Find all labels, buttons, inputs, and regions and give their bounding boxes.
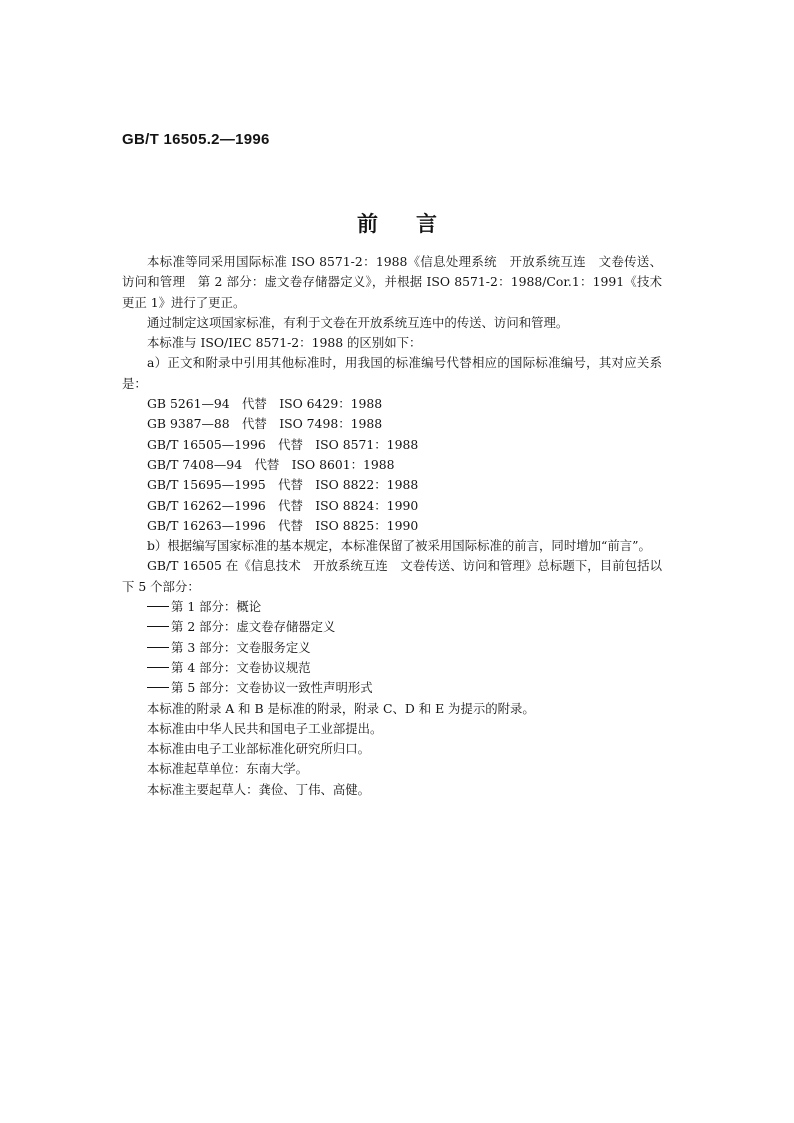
difference-item-b: b）根据编写国家标准的基本规定，本标准保留了被采用国际标准的前言，同时增加“前言”。 — [147, 538, 651, 554]
document-body — [122, 252, 662, 800]
list-item — [122, 617, 662, 637]
closing-paragraph: 本标准由中华人民共和国电子工业部提出。 — [147, 720, 383, 736]
list-item — [122, 638, 662, 658]
part-label: 第 2 部分：虚文卷存储器定义 — [171, 619, 336, 635]
part-label: 第 1 部分：概论 — [171, 599, 262, 615]
correspondence-item: GB/T 16263—1996 代替 ISO 8825：1990 — [147, 517, 419, 533]
series-paragraph: GB/T 16505 在《信息技术 开放系统互连 文卷传送、访问和管理》总标题下，目前包括以下 5 个部分： — [122, 558, 662, 594]
list-item — [122, 597, 662, 617]
standard-code: GB/T 16505.2—1996 — [122, 131, 270, 148]
intro-paragraph-adoption: 本标准等同采用国际标准 ISO 8571-2：1988《信息处理系统 开放系统互连 文卷传送、访问和管理 第 2 部分：虚文卷存储器定义》，并根据 ISO 8571-2：1988/Cor.1：1991《技术更正 1》进行了更正。 — [122, 254, 662, 310]
part-label: 第 3 部分：文卷服务定义 — [171, 639, 311, 655]
part-label: 第 4 部分：文卷协议规范 — [171, 659, 311, 675]
dash-marker — [147, 687, 169, 688]
closing-paragraph: 本标准由电子工业部标准化研究所归口。 — [147, 741, 371, 757]
closing-paragraph: 本标准起草单位：东南大学。 — [147, 761, 309, 777]
correspondence-item: GB 9387—88 代替 ISO 7498：1988 — [147, 416, 383, 432]
dash-marker — [147, 606, 169, 607]
correspondence-item: GB/T 16262—1996 代替 ISO 8824：1990 — [147, 497, 419, 513]
list-item — [122, 658, 662, 678]
page-title: 前言 — [357, 212, 475, 236]
difference-item-a: a）正文和附录中引用其他标准时，用我国的标准编号代替相应的国际标准编号，其对应关系是： — [122, 355, 662, 391]
intro-paragraph-purpose: 通过制定这项国家标准，有利于文卷在开放系统互连中的传送、访问和管理。 — [147, 314, 569, 330]
correspondence-item: GB 5261—94 代替 ISO 6429：1988 — [147, 396, 383, 412]
dash-marker — [147, 647, 169, 648]
intro-paragraph-differences: 本标准与 ISO/IEC 8571-2：1988 的区别如下： — [147, 335, 422, 351]
parts-list — [122, 597, 662, 698]
correspondence-list — [122, 394, 662, 536]
part-label: 第 5 部分：文卷协议一致性声明形式 — [171, 680, 373, 696]
dash-marker — [147, 626, 169, 627]
closing-paragraph: 本标准的附录 A 和 B 是标准的附录，附录 C、D 和 E 为提示的附录。 — [147, 700, 535, 716]
closing-paragraph: 本标准主要起草人：龚俭、丁伟、高健。 — [147, 781, 371, 797]
correspondence-item: GB/T 16505—1996 代替 ISO 8571：1988 — [147, 436, 419, 452]
correspondence-item: GB/T 15695—1995 代替 ISO 8822：1988 — [147, 477, 419, 493]
list-item — [122, 678, 662, 698]
dash-marker — [147, 667, 169, 668]
correspondence-item: GB/T 7408—94 代替 ISO 8601：1988 — [147, 456, 395, 472]
